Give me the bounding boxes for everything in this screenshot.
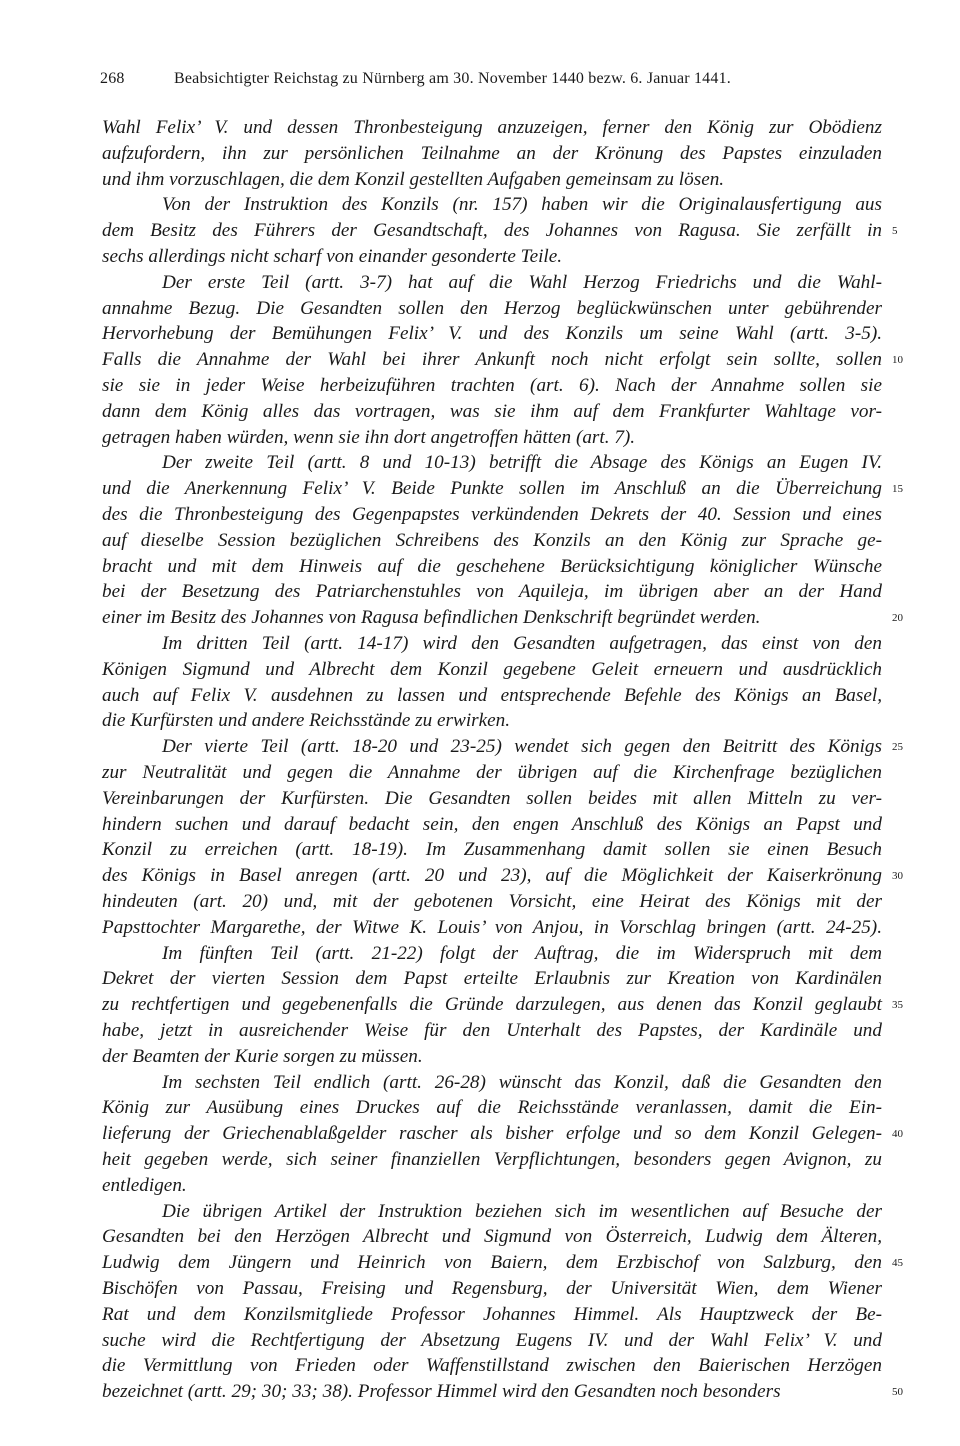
text-line: habe, jetzt in ausreichender Weise für den Unterhalt des Papstes, der Kardinäle und bbox=[102, 1020, 882, 1041]
text-line: Wahl Felix’ V. und dessen Thronbesteigung anzuzeigen, ferner den König zur Obödienz bbox=[102, 117, 882, 138]
text-line: Von der Instruktion des Konzils (nr. 157) haben wir die Originalausfertigung aus bbox=[162, 194, 882, 216]
running-title: Beabsichtigter Reichstag zu Nürnberg am 30. November 1440 bezw. 6. Januar 1441. bbox=[174, 70, 731, 87]
running-head bbox=[100, 70, 800, 88]
text-line: Dekret der vierten Session dem Papst erteilte Erlaubnis zur Kreation von Kardinälen bbox=[102, 968, 882, 990]
text-line: Konzil zu erreichen (artt. 18-19). Im Zusammenhang damit sollen sie einen Besuch bbox=[102, 839, 882, 861]
text-line: getragen haben würden, wenn sie ihn dort angetroffen hätten (art. 7). bbox=[102, 426, 636, 448]
text-line: Rat und dem Konzilsmitgliede Professor Johannes Himmel. Als Hauptzweck der Be- bbox=[102, 1303, 882, 1325]
text-line: der Beamten der Kurie sorgen zu müssen. bbox=[102, 1045, 423, 1067]
text-line: aufzufordern, ihn zur persönlichen Teilnahme an der Krönung des Papstes einzuladen bbox=[102, 142, 882, 164]
text-line: Bischöfen von Passau, Freising und Regensburg, der Universität Wien, dem Wiener bbox=[102, 1278, 882, 1299]
text-line: auf dieselbe Session bezüglichen Schreibens des Konzils an den König zur Sprache ge- bbox=[102, 529, 882, 551]
text-line: bei der Besetzung des Patriarchenstuhles von Aquileja, im übrigen aber an der Hand bbox=[102, 581, 882, 603]
text-line: und ihm vorzuschlagen, die dem Konzil gestellten Aufgaben gemeinsam zu lösen. bbox=[102, 168, 725, 190]
text-line: Papsttochter Margarethe, der Witwe K. Louis’ von Anjou, in Vorschlag bringen (artt. 24-25). bbox=[102, 916, 882, 938]
margin-line-number: 45 bbox=[892, 1257, 903, 1270]
margin-line-number: 50 bbox=[892, 1386, 903, 1399]
text-line: bracht und mit dem Hinweis auf die geschehene Berücksichtigung königlicher Wünsche bbox=[102, 555, 882, 577]
text-line: einer im Besitz des Johannes von Ragusa befindlichen Denkschrift begründet werden. bbox=[102, 607, 761, 629]
text-line: Im sechsten Teil endlich (artt. 26-28) wünscht das Konzil, daß die Gesandten den bbox=[162, 1071, 882, 1093]
margin-line-number: 40 bbox=[892, 1128, 903, 1141]
text-line: Königen Sigmund und Albrecht dem Konzil gegebene Geleit erneuern und ausdrücklich bbox=[102, 658, 882, 680]
margin-line-number: 20 bbox=[892, 612, 903, 625]
text-line: bezeichnet (artt. 29; 30; 33; 38). Professor Himmel wird den Gesandten noch besonders bbox=[102, 1381, 781, 1403]
text-line: hindeuten (art. 20) und, mit der gebotenen Vorsicht, eine Heirat des Königs mit der bbox=[102, 891, 882, 912]
margin-line-number: 15 bbox=[892, 483, 903, 496]
page-number: 268 bbox=[100, 70, 125, 87]
text-line: entledigen. bbox=[102, 1174, 187, 1196]
text-line: dann dem König alles das vortragen, was sie ihm auf dem Frankfurter Wahltage vor- bbox=[102, 400, 882, 422]
text-line: lieferung der Griechenablaßgelder rascher als bisher erfolge und so dem Konzil Gelegen- bbox=[102, 1123, 882, 1145]
text-line: sie sie in jeder Weise herbeizuführen trachten (art. 6). Nach der Annahme sollen sie bbox=[102, 375, 882, 396]
text-line: dem Besitz des Führers der Gesandtschaft, des Johannes von Ragusa. Sie zerfällt in bbox=[102, 220, 882, 242]
margin-line-number: 25 bbox=[892, 741, 903, 754]
text-line: die Kurfürsten und andere Reichsstände zu erwirken. bbox=[102, 710, 511, 732]
text-line: des die Thronbesteigung des Gegenpapstes verkündenden Dekrets der 40. Session und eines bbox=[102, 504, 882, 525]
margin-line-number: 30 bbox=[892, 870, 903, 883]
text-line: auch auf Felix V. ausdehnen zu lassen und entsprechende Befehle des Königs an Basel, bbox=[102, 684, 882, 706]
text-line: Der erste Teil (artt. 3-7) hat auf die Wahl Herzog Friedrichs und die Wahl- bbox=[162, 271, 882, 293]
text-line: des Königs in Basel anregen (artt. 20 und 23), auf die Möglichkeit der Kaiserkrönung bbox=[102, 865, 882, 887]
text-line: Der zweite Teil (artt. 8 und 10-13) betrifft die Absage des Königs an Eugen IV. bbox=[162, 452, 882, 474]
margin-line-number: 5 bbox=[892, 225, 898, 238]
text-line: Vereinbarungen der Kurfürsten. Die Gesandten sollen beides mit allen Mitteln zu ver- bbox=[102, 787, 882, 809]
text-line: Die übrigen Artikel der Instruktion beziehen sich im wesentlichen auf Besuche der bbox=[162, 1200, 882, 1222]
text-line: Im fünften Teil (artt. 21-22) folgt der Auftrag, die im Widerspruch mit dem bbox=[162, 942, 882, 964]
text-line: hindern suchen und darauf bedacht sein, den engen Anschluß des Königs an Papst und bbox=[102, 813, 882, 835]
text-line: Der vierte Teil (artt. 18-20 und 23-25) wendet sich gegen den Beitritt des Königs bbox=[162, 736, 882, 758]
text-line: zur Neutralität und gegen die Annahme der übrigen auf die Kirchenfrage bezüglichen bbox=[102, 762, 882, 783]
text-line: annahme Bezug. Die Gesandten sollen den Herzog beglückwünschen unter gebührender bbox=[102, 297, 882, 319]
margin-line-number: 10 bbox=[892, 354, 903, 367]
text-line: Hervorhebung der Bemühungen Felix’ V. und des Konzils um seine Wahl (artt. 3-5). bbox=[102, 323, 882, 345]
text-line: suche wird die Rechtfertigung der Absetzung Eugens IV. und der Wahl Felix’ V. und bbox=[102, 1329, 882, 1351]
text-line: Falls die Annahme der Wahl bei ihrer Ankunft noch nicht erfolgt sein sollte, sollen bbox=[102, 349, 882, 371]
text-line: und die Anerkennung Felix’ V. Beide Punkte sollen im Anschluß an die Überreichung bbox=[102, 478, 882, 500]
text-line: König zur Ausübung eines Druckes auf die Reichsstände veranlassen, damit die Ein- bbox=[102, 1097, 882, 1119]
text-line: Im dritten Teil (artt. 14-17) wird den Gesandten aufgetragen, das einst von den bbox=[162, 633, 882, 654]
text-line: Ludwig dem Jüngern und Heinrich von Baiern, dem Erzbischof von Salzburg, den bbox=[102, 1252, 882, 1274]
text-line: die Vermittlung von Frieden oder Waffenstillstand zwischen den Baierischen Herzögen bbox=[102, 1355, 882, 1377]
margin-line-number: 35 bbox=[892, 999, 903, 1012]
text-line: zu rechtfertigen und gegebenenfalls die Gründe darzulegen, aus denen das Konzil geglaubt bbox=[102, 994, 882, 1016]
text-line: sechs allerdings nicht scharf von einander gesonderte Teile. bbox=[102, 246, 563, 267]
text-line: Gesandten bei den Herzögen Albrecht und Sigmund von Österreich, Ludwig dem Älteren, bbox=[102, 1226, 882, 1248]
text-line: heit gegeben werde, sich seiner finanziellen Verpflichtungen, besonders gegen Avignon, zu bbox=[102, 1149, 882, 1170]
